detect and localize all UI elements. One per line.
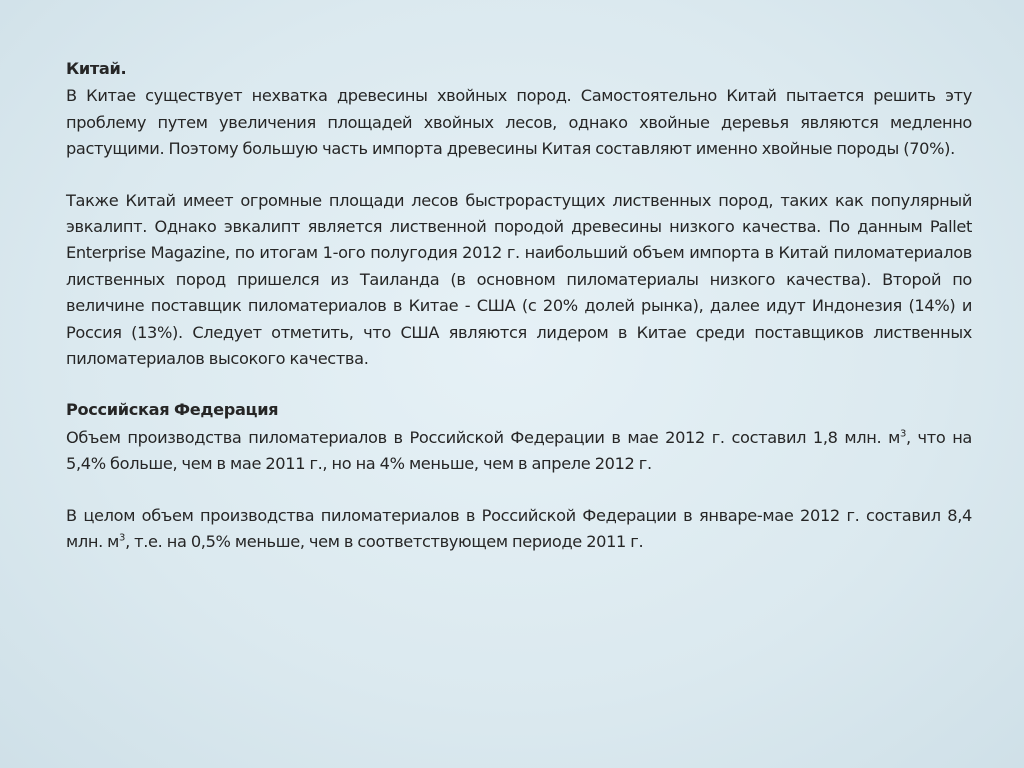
russia-p1-cubic-superscript: 3	[899, 428, 906, 440]
russia-p1-text-before: Объем производства пиломатериалов в Российской Федерации в мае 2012 г. составил 1,8 млн. м	[66, 427, 900, 447]
slide-text-body	[66, 56, 972, 556]
china-paragraph-hardwood: Также Китай имеет огромные площади лесов быстрорастущих лиственных пород, таких как популярный эвкалипт. Однако эвкалипт является лиственной породой древесины низкого качества. По данным Pallet Enterprise Magazine, по итогам 1-ого полугодия 2012 г. наибольший объем импорта в Китай пиломатериалов лиственных пород пришелся из Таиланда (в основном пиломатериалы низкого качества). Второй по величине поставщик пиломатериалов в Китае - США (с 20% долей рынка), далее идут Индонезия (14%) и Россия (13%). Следует отметить, что США являются лидером в Китае среди поставщиков лиственных пиломатериалов высокого качества.	[66, 190, 972, 369]
china-paragraph-conifer: В Китае существует нехватка древесины хвойных пород. Самостоятельно Китай пытается решить эту проблему путем увеличения площадей хвойных лесов, однако хвойные деревья являются медленно растущими. Поэтому большую часть импорта древесины Китая составляют именно хвойные породы (70%).	[66, 86, 972, 159]
paragraph-spacer	[66, 372, 972, 397]
china-heading: Китай.	[66, 59, 127, 78]
russia-paragraph-jan-may-production	[66, 503, 972, 556]
russia-heading: Российская Федерация	[66, 400, 279, 420]
russia-p1-text-after: , что на 5,4% больше, чем в мае 2011 г., но на 4% меньше, чем в апреле 2012 г.	[66, 427, 972, 474]
russia-p2-cubic-superscript: 3	[119, 532, 126, 544]
paragraph-spacer	[66, 163, 972, 188]
paragraph-spacer	[66, 478, 972, 503]
russia-p2-text-after: , т.е. на 0,5% меньше, чем в соответствующем периоде 2011 г.	[125, 532, 644, 552]
russia-p2-text-before: В целом объем производства пиломатериалов в Российской Федерации в январе-мае 2012 г. составил 8,4 млн. м	[66, 505, 972, 552]
russia-paragraph-may-production	[66, 425, 972, 478]
